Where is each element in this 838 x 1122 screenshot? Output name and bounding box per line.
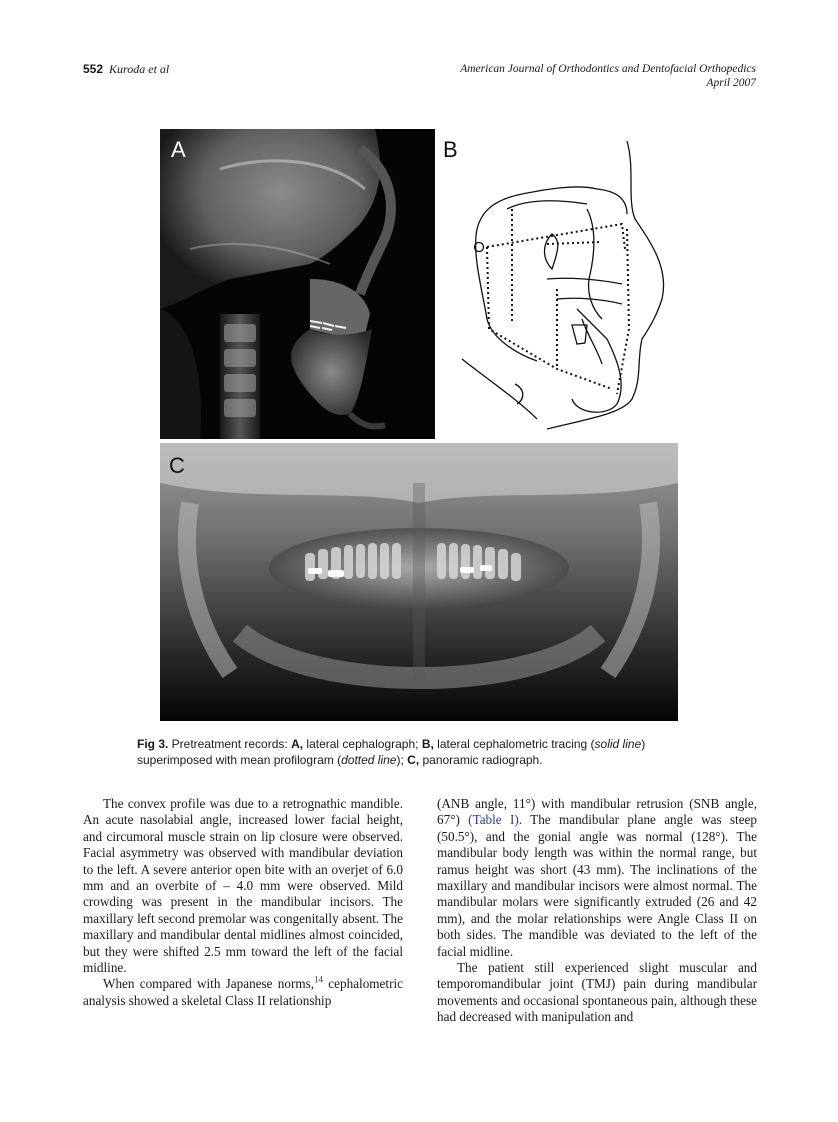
caption-text: ); — [396, 753, 408, 767]
paragraph-text: (ANB angle, 11°) with mandibular retrusion (SNB angle, 67°) — [437, 796, 757, 828]
caption-dotted-line: dotted line — [341, 753, 397, 767]
paragraph-text: When compared with Japanese norms, — [103, 976, 315, 992]
figure-panel-a-cephalograph — [160, 129, 435, 439]
caption-fig-label: Fig 3. — [137, 737, 169, 751]
figure-panel-c-panoramic — [160, 443, 678, 721]
header-right — [460, 62, 756, 90]
body-column-right — [437, 796, 757, 1026]
running-header — [83, 62, 756, 96]
panel-label-a: A — [171, 137, 186, 162]
header-left — [83, 62, 169, 77]
cephalometric-tracing-drawing — [437, 129, 678, 439]
caption-text: ) superimposed with mean profilogram ( — [137, 737, 646, 767]
caption-panel-c: C, — [407, 753, 420, 767]
page-number: 552 — [83, 62, 104, 76]
body-column-left — [83, 796, 403, 1009]
cephalograph-image — [160, 129, 435, 439]
paragraph: The convex profile was due to a retrognathic mandible. An acute nasolabial angle, increased lower facial height, and circumoral muscle strain on lip closure were observed. Facial asymmetry was observed with mandibular deviation to the left. A severe anterior open bite with an overjet of 6.0 mm and an overbite of – 4.0 mm were observed. Mild crowding was present in the mandibular incisors. The maxillary left second premolar was congenitally absent. The maxillary and mandibular dental midlines almost coincided, but they were shifted 2.5 mm toward the left of the facial midline. — [83, 796, 403, 976]
caption-solid-line: solid line — [594, 737, 642, 751]
paragraph-text: . The mandibular plane angle was steep (50.5°), and the gonial angle was normal (128°). The mandibular body length was within the normal range, but ramus height was short (43 mm). The inclinations of the maxillary and mandibular incisors were almost normal. The mandibular molars were significantly extruded (26 and 42 mm), and the molar relationships were Angle Class II on both sides. The mandible was deviated to the left of the facial midline. — [437, 812, 757, 959]
table-reference-link[interactable]: (Table I) — [468, 812, 519, 828]
reference-link-14[interactable]: 14 — [314, 975, 324, 986]
caption-text: Pretreatment records: — [168, 737, 292, 751]
figure-panel-b-tracing — [437, 129, 678, 439]
journal-title: American Journal of Orthodontics and Dentofacial Orthopedics — [460, 63, 756, 75]
header-authors: Kuroda et al — [109, 62, 170, 76]
paragraph: The patient still experienced slight muscular and temporomandibular joint (TMJ) pain during mandibular movements and occasional spontaneous pain, although these had decreased with manipulation and — [437, 960, 757, 1025]
paragraph-text: cephalometric analysis showed a skeletal Class II relationship — [83, 976, 403, 1008]
panel-label-b: B — [443, 137, 458, 162]
figure-caption — [137, 736, 717, 768]
panoramic-radiograph-image — [160, 443, 678, 721]
panel-label-c: C — [169, 453, 185, 478]
caption-panel-b: B, — [421, 737, 434, 751]
paragraph — [437, 796, 757, 960]
caption-text: panoramic radiograph. — [419, 753, 543, 767]
caption-panel-a: A, — [291, 737, 304, 751]
caption-text: lateral cephalometric tracing ( — [433, 737, 595, 751]
paragraph — [83, 976, 403, 1009]
issue-date: April 2007 — [706, 77, 756, 89]
caption-text: lateral cephalograph; — [303, 737, 422, 751]
